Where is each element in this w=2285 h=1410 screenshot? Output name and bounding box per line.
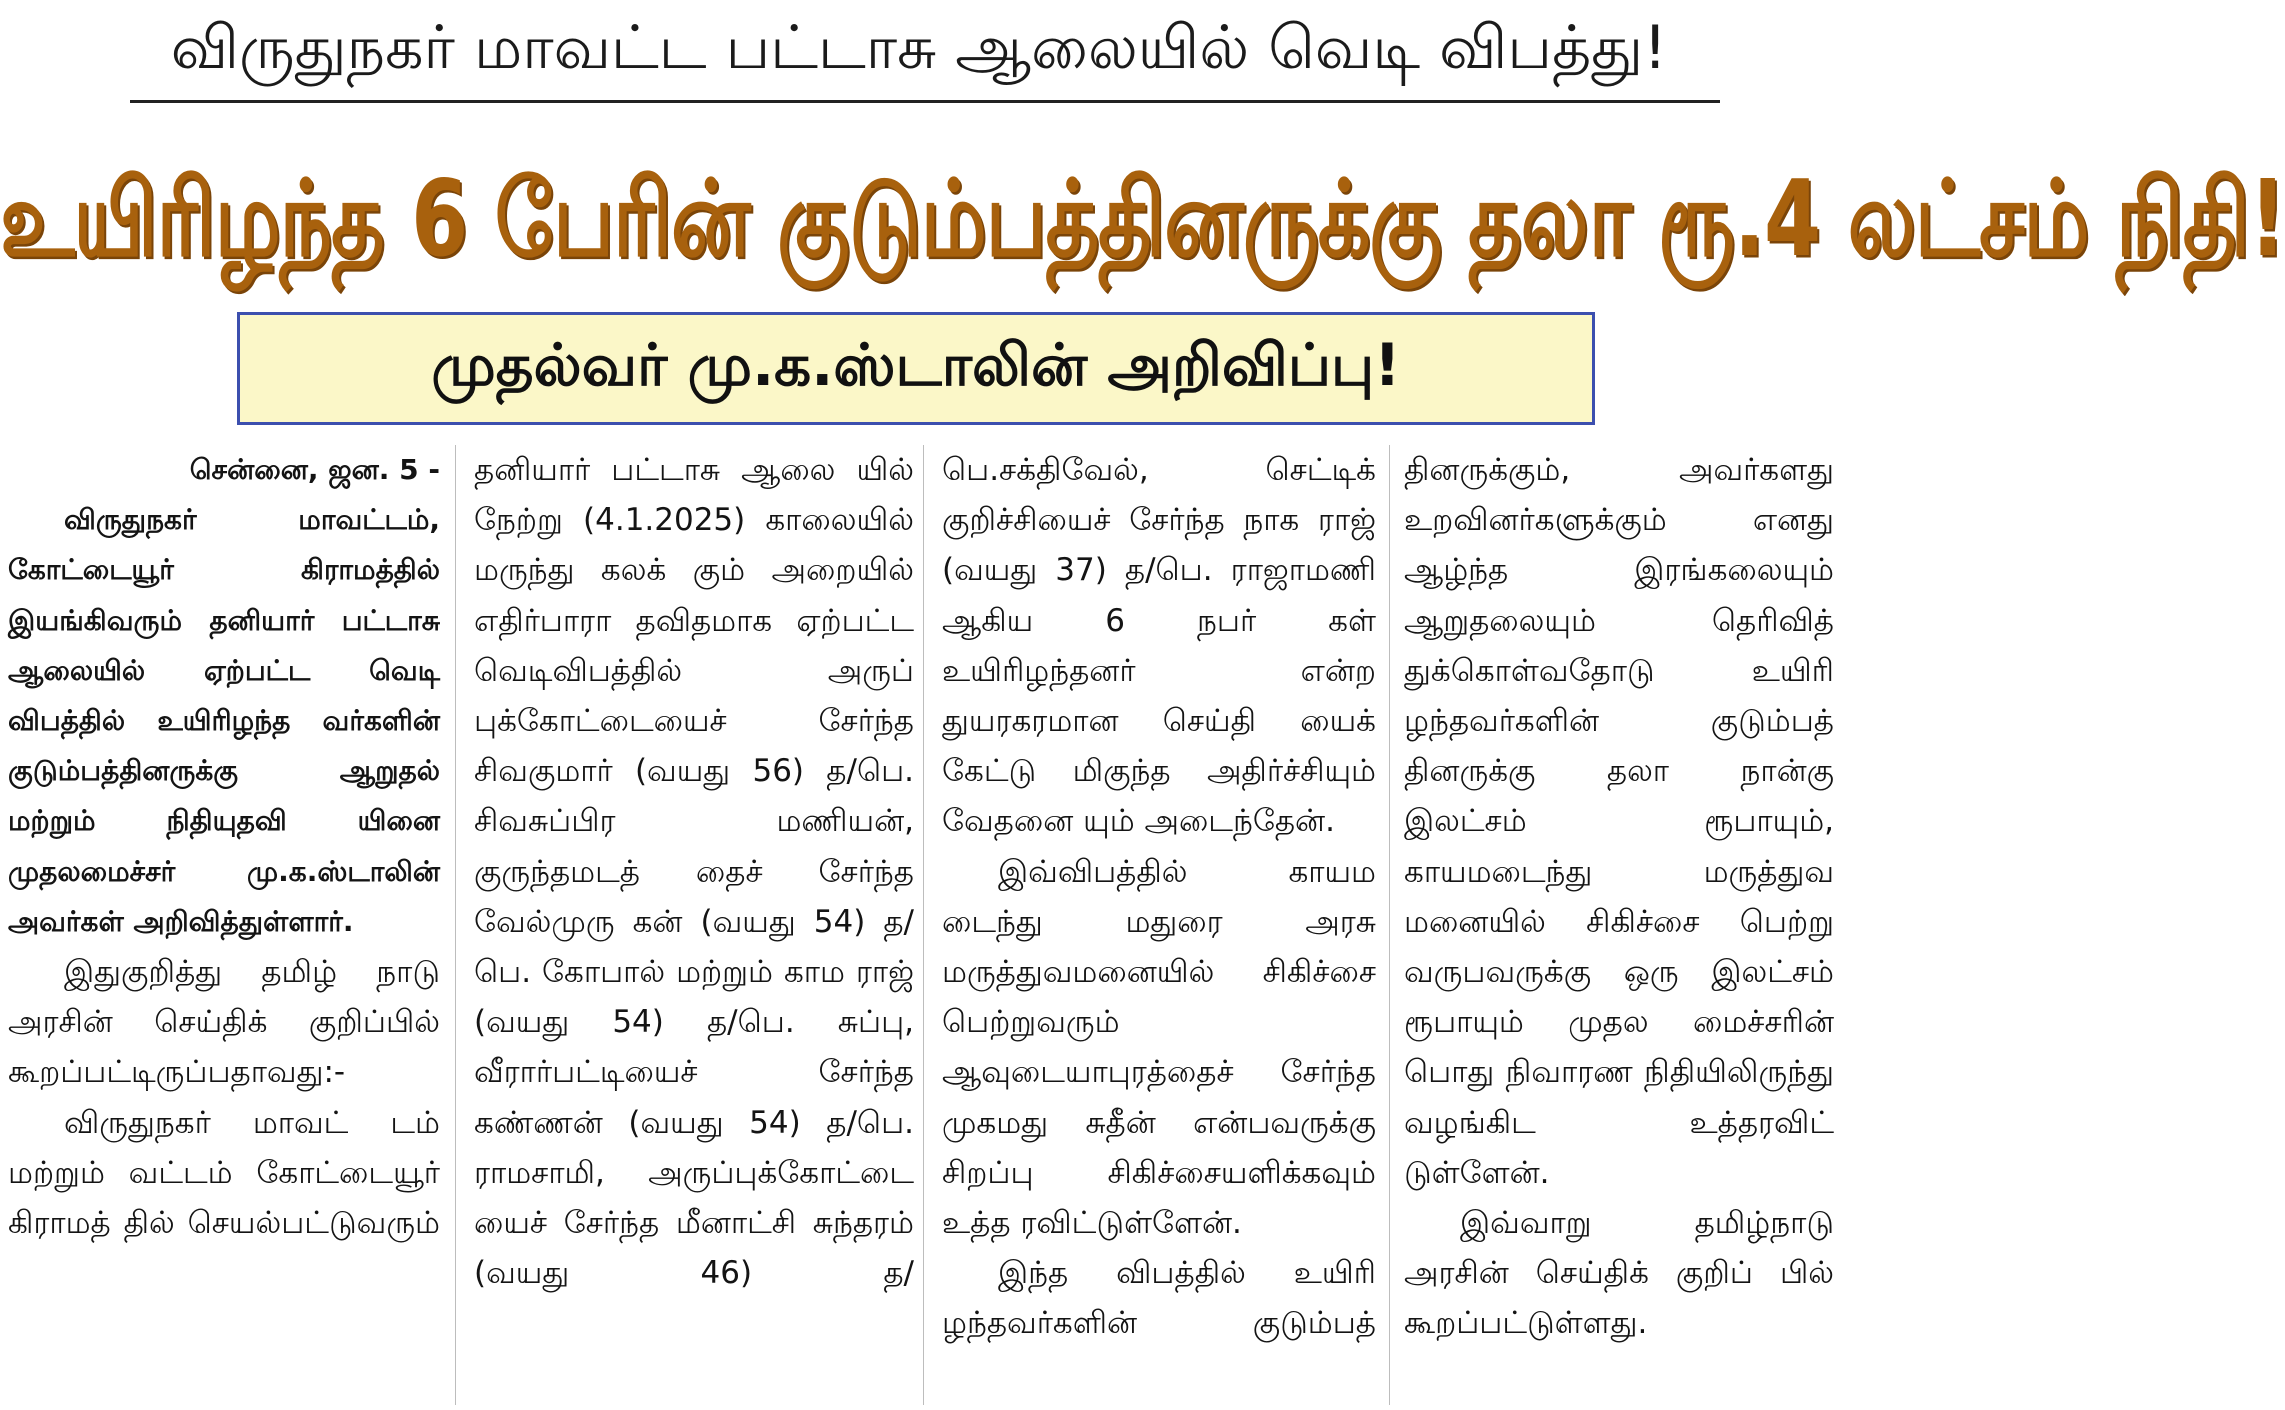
- column-divider: [923, 445, 924, 1405]
- column-3: [942, 445, 1376, 1405]
- main-headline: உயிரிழந்த 6 பேரின் குடும்பத்தினருக்கு தலா ரூ.4 லட்சம் நிதி!: [0, 158, 2285, 281]
- paragraph: விருதுநகர் மாவட் டம் மற்றும் வட்டம் கோட்டையூர் கிராமத் தில் செயல்பட்டுவரும்: [8, 1104, 440, 1242]
- subhead-text: முதல்வர் மு.க.ஸ்டாலின் அறிவிப்பு!: [431, 330, 1401, 399]
- column-divider: [1389, 445, 1390, 1405]
- paragraph: இவ்விபத்தில் காயம டைந்து மதுரை அரசு மருத்துவமனையில் சிகிச்சை பெற்றுவரும் ஆவுடையாபுரத்தைச் சேர்ந்த முகமது சுதீன் என்பவருக்கு சிறப்பு சிகிச்சையளிக்கவும் உத்த ரவிட்டுள்ளேன்.: [942, 853, 1376, 1242]
- article-body: [8, 445, 1834, 1405]
- column-4: [1404, 445, 1834, 1405]
- paragraph: இதுகுறித்து தமிழ் நாடு அரசின் செய்திக் குறிப்பில் கூறப்பட்டிருப்பதாவது:-: [8, 954, 440, 1091]
- kicker-heading: விருதுநகர் மாவட்ட பட்டாசு ஆலையில் வெடி விபத்து!: [170, 13, 1668, 83]
- paragraph: தனியார் பட்டாசு ஆலை யில் நேற்று (4.1.2025) காலையில் மருந்து கலக் கும் அறையில் எதிர்பாரா தவிதமாக ஏற்பட்ட வெடிவிபத்தில் அருப் புக்கோட்டையைச் சேர்ந்த சிவகுமார் (வயது 56) த/பெ. சிவசுப்பிர மணியன், குருந்தமடத் தைச் சேர்ந்த வேல்முரு கன் (வயது 54) த/பெ. கோபால் மற்றும் காம ராஜ் (வயது 54) த/பெ. சுப்பு, வீரார்பட்டியைச் சேர்ந்த கண்ணன் (வயது 54) த/பெ. ராமசாமி, அருப்புக்கோட்டை யைச் சேர்ந்த மீனாட்சி சுந்தரம் (வயது 46) த/: [474, 452, 914, 1292]
- column-2: [474, 445, 914, 1405]
- column-divider: [455, 445, 456, 1405]
- paragraph: இவ்வாறு தமிழ்நாடு அரசின் செய்திக் குறிப் பில் கூறப்பட்டுள்ளது.: [1404, 1205, 1834, 1342]
- subhead-box: [237, 312, 1595, 425]
- dateline: சென்னை, ஜன. 5 -: [189, 453, 440, 486]
- kicker-underline: [130, 100, 1720, 103]
- paragraph: இந்த விபத்தில் உயிரி ழந்தவர்களின் குடும்பத்: [942, 1255, 1376, 1342]
- paragraph: தினருக்கும், அவர்களது உறவினர்களுக்கும் எனது ஆழ்ந்த இரங்கலையும் ஆறுதலையும் தெரிவித் துக்கொள்வதோடு உயிரி ழந்தவர்களின் குடும்பத் தினருக்கு தலா நான்கு இலட்சம் ரூபாயும், காயமடைந்து மருத்துவ மனையில் சிகிச்சை பெற்று வருபவருக்கு ஒரு இலட்சம் ரூபாயும் முதல மைச்சரின் பொது நிவாரண நிதியிலிருந்து வழங்கிட உத்தரவிட் டுள்ளேன்.: [1404, 452, 1834, 1191]
- paragraph: பெ.சக்திவேல், செட்டிக் குறிச்சியைச் சேர்ந்த நாக ராஜ் (வயது 37) த/பெ. ராஜாமணி ஆகிய 6 நபர் கள் உயிரிழந்தனர் என்ற துயரகரமான செய்தி யைக் கேட்டு மிகுந்த அதிர்ச்சியும் வேதனை யும் அடைந்தேன்.: [942, 452, 1376, 840]
- column-1: [8, 445, 440, 1405]
- lead-paragraph: விருதுநகர் மாவட்டம், கோட்டையூர் கிராமத்தில் இயங்கிவரும் தனியார் பட்டாசு ஆலையில் ஏற்பட்ட வெடி விபத்தில் உயிரிழந்த வர்களின் குடும்பத்தினருக்கு ஆறுதல் மற்றும் நிதியுதவி யினை முதலமைச்சர் மு.க.ஸ்டாலின் அவர்கள் அறிவித்துள்ளார்.: [8, 503, 440, 938]
